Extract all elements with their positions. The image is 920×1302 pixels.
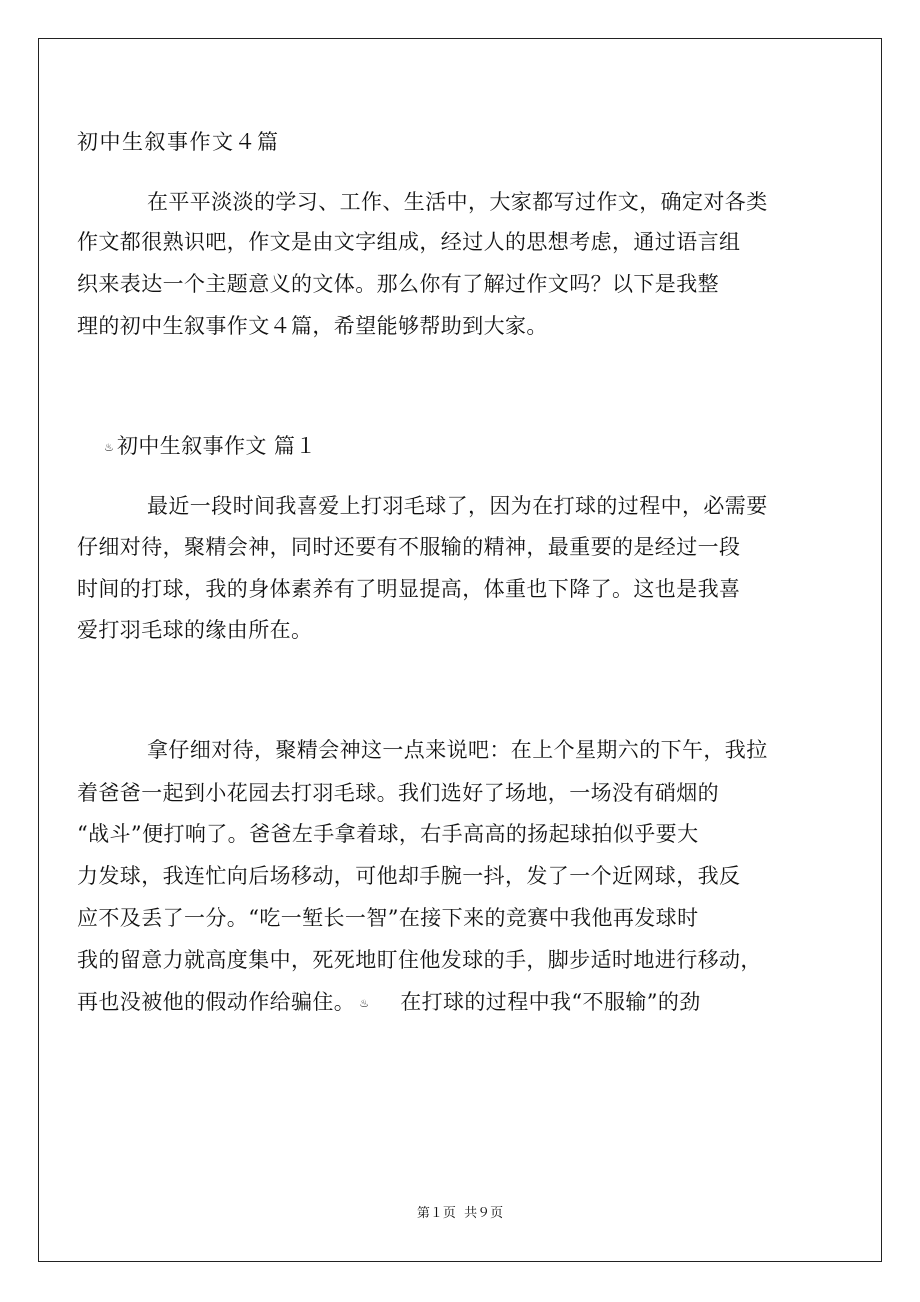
paragraph2-line-3: “战斗”便打响了。爸爸左手拿着球，右手高高的扬起球拍似乎要大 [77,822,699,846]
paragraph2-line-4: 力发球，我连忙向后场移动，可他却手腕一抖，发了一个近网球，我反 [77,864,741,888]
page-footer [0,1206,920,1222]
paragraph1-line-2: 仔细对待，聚精会神，同时还要有不服输的精神，最重要的是经过一段 [77,535,741,559]
last-line-end: 在打球的过程中我“不服输”的劲 [400,990,701,1014]
page-frame [38,38,882,1262]
intro-line-4: 理的初中生叙事作文４篇，希望能够帮助到大家。 [77,314,548,338]
paragraph2-line-2: 着爸爸一起到小花园去打羽毛球。我们选好了场地，一场没有硝烟的 [77,781,719,805]
paragraph2-line-6: 我的留意力就高度集中，死死地盯住他发球的手，脚步适时地进行移动， [77,948,762,972]
section-marker-icon: ♨ [104,440,115,454]
paragraph-marker-icon: ♨ [359,996,370,1010]
section-heading [104,432,317,462]
page-total: 共９页 [464,1206,504,1221]
paragraph1-line-3: 时间的打球，我的身体素养有了明显提高，体重也下降了。这也是我喜 [77,577,741,601]
paragraph2-line-5: 应不及丢了一分。“吃一堑长一智”在接下来的竞赛中我他再发球时 [77,906,699,930]
paragraph2-line-1: 拿仔细对待，聚精会神这一点来说吧：在上个星期六的下午，我拉 [147,738,768,762]
intro-line-3: 织来表达一个主题意义的文体。那么你有了解过作文吗？以下是我整 [77,272,719,296]
paragraph1-line-4: 爱打羽毛球的缘由所在。 [77,618,313,642]
last-line-start: 再也没被他的假动作给骗住。 [77,990,356,1014]
intro-line-2: 作文都很熟识吧，作文是由文字组成，经过人的思想考虑，通过语言组 [77,230,741,254]
paragraph1-line-1: 最近一段时间我喜爱上打羽毛球了，因为在打球的过程中，必需要 [147,494,768,518]
page-number: 第１页 [416,1206,456,1221]
paragraph2-line-7 [77,988,701,1018]
section-heading-text: 初中生叙事作文 篇１ [117,434,317,458]
document-title: 初中生叙事作文４篇 [77,130,280,154]
intro-line-1: 在平平淡淡的学习、工作、生活中，大家都写过作文，确定对各类 [147,190,768,214]
